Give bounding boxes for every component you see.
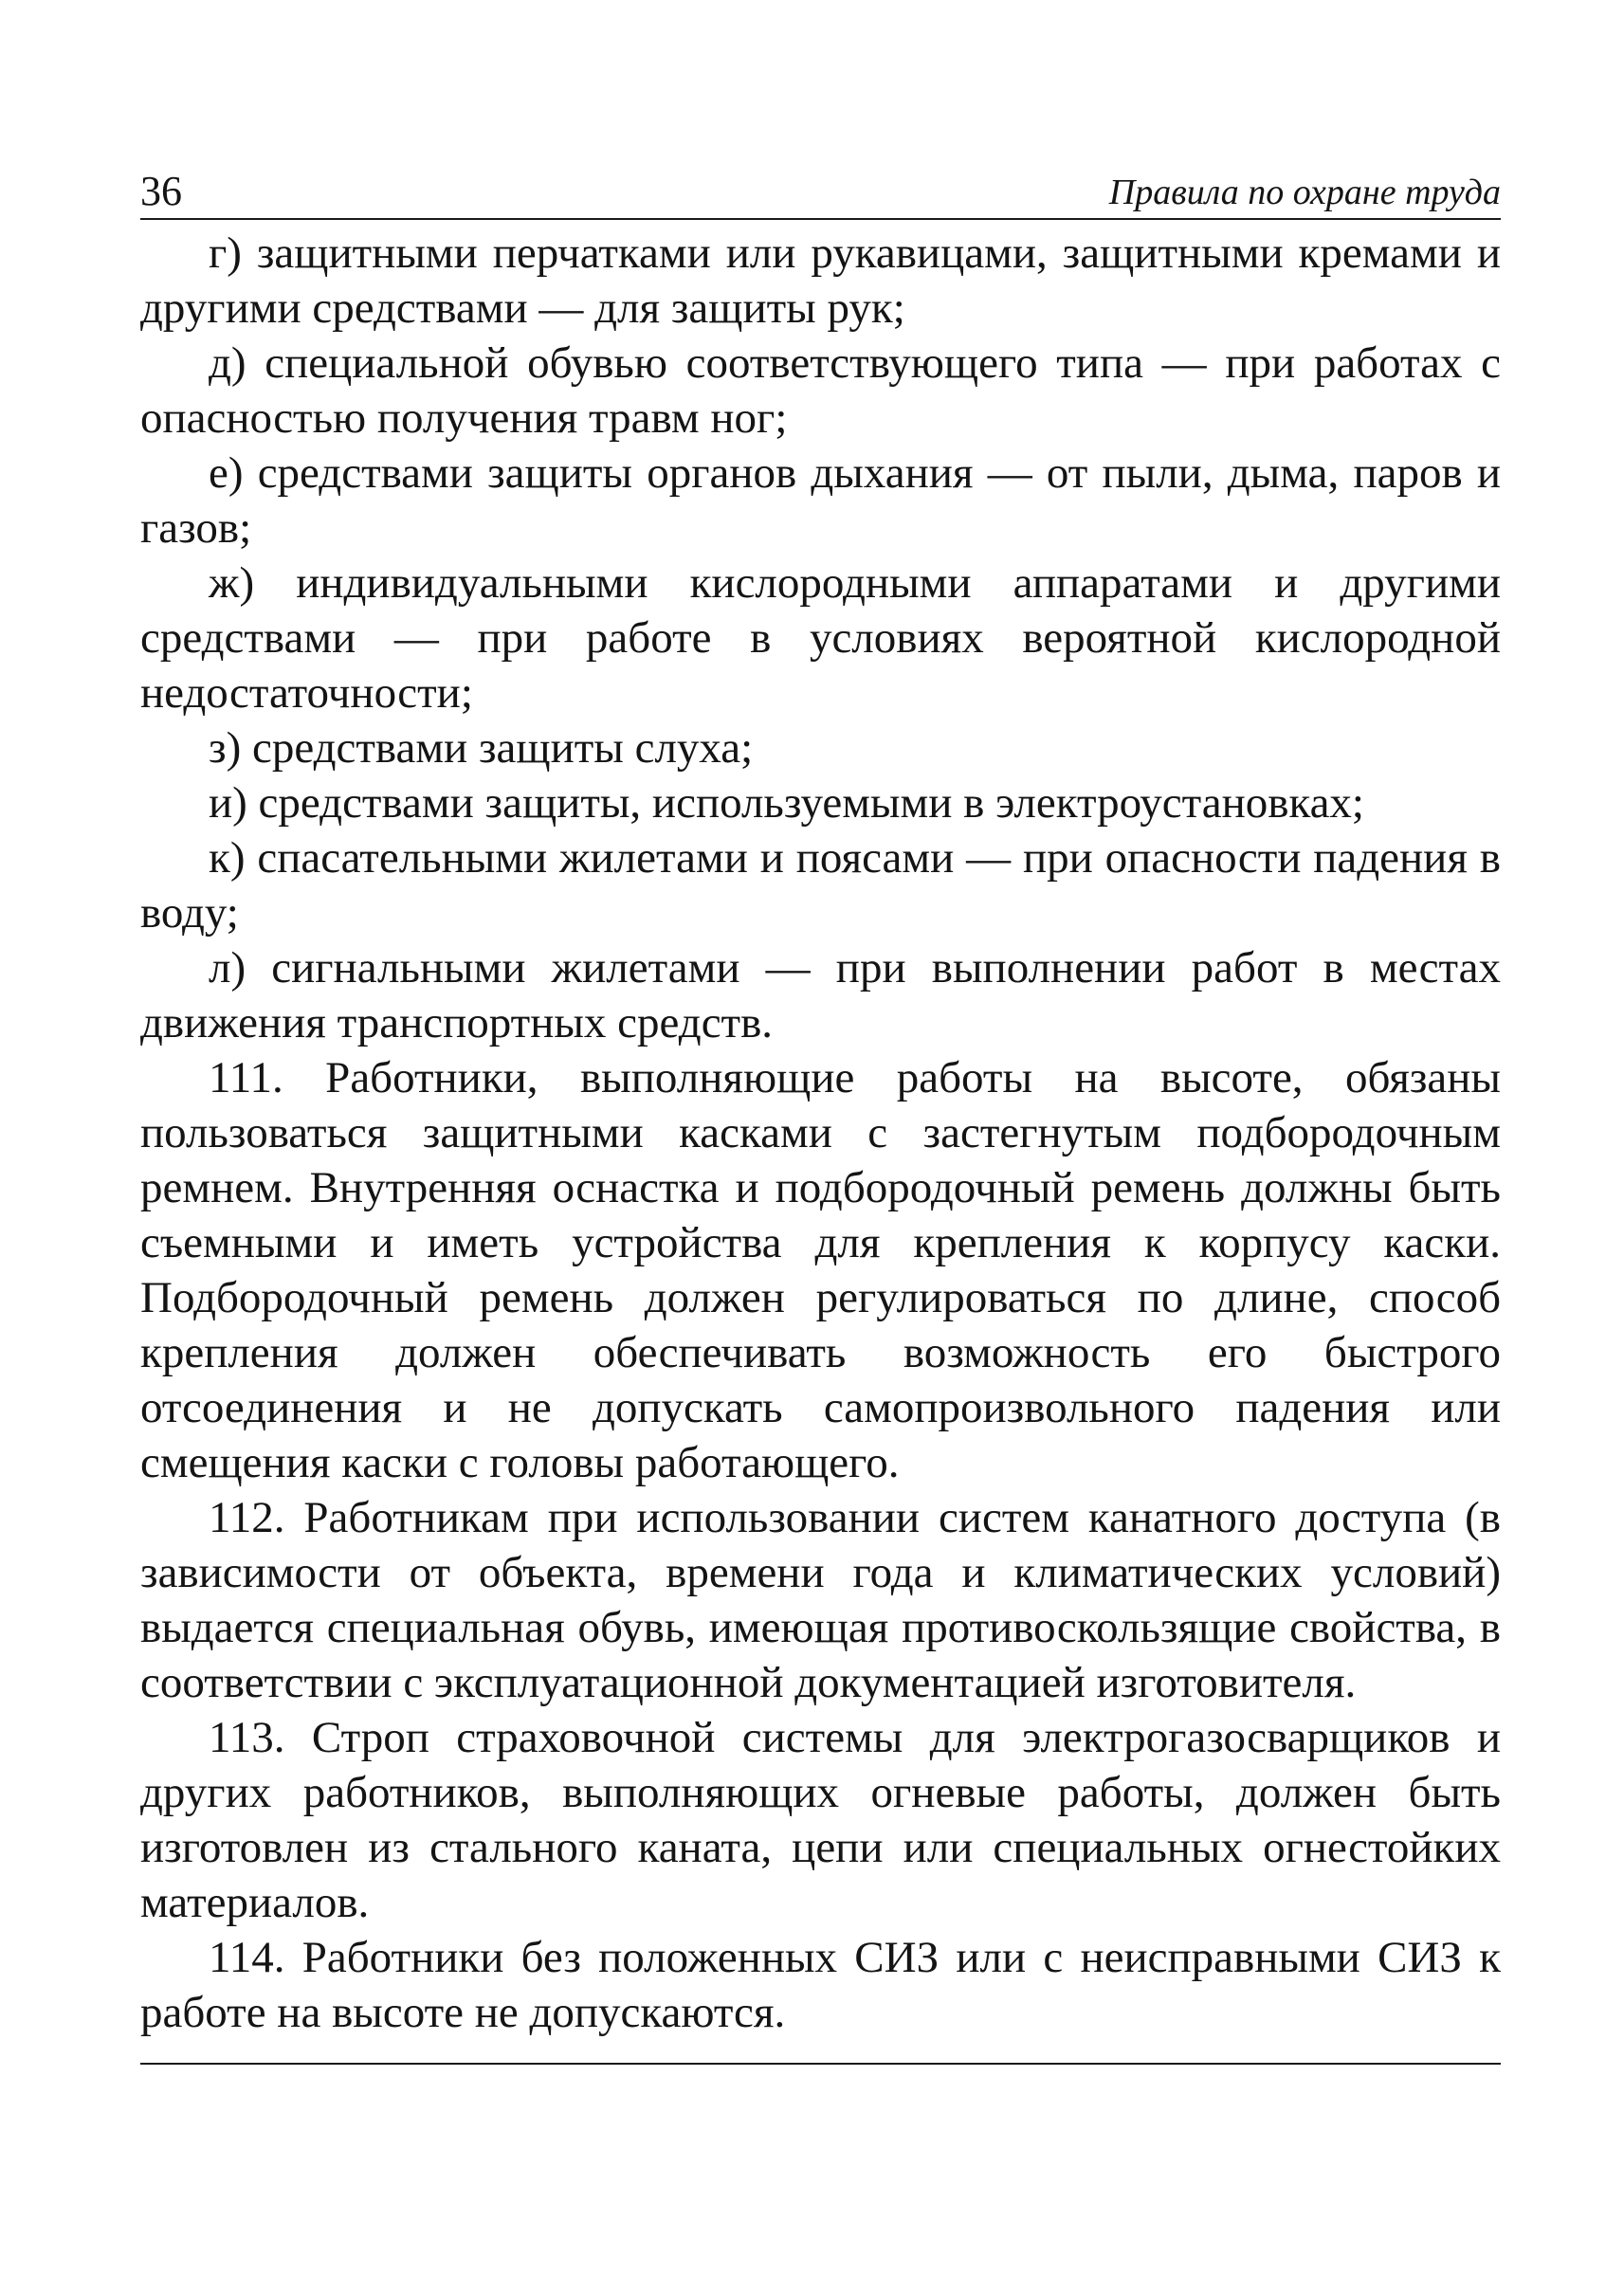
clause-114: 114. Работники без положенных СИЗ или с неисправными СИЗ к работе на высоте не допускаются. bbox=[140, 1933, 1501, 2037]
clause-112: 112. Работникам при использовании систем канатного доступа (в зависимости от объекта, времени года и климатических условий) выдается специальная обувь, имеющая противоскользящие свойства, в соответствии с эксплуатационной документацией изготовителя. bbox=[140, 1493, 1501, 1707]
document-page bbox=[140, 159, 1501, 2065]
list-item-l: л) сигнальными жилетами — при выполнении работ в местах движения транспортных средств. bbox=[140, 943, 1501, 1047]
list-item-e: е) средствами защиты органов дыхания — от пыли, дыма, паров и газов; bbox=[140, 448, 1501, 553]
list-item-i: и) средствами защиты, используемыми в электроустановках; bbox=[209, 778, 1364, 828]
bottom-rule bbox=[140, 2063, 1501, 2065]
page-number: 36 bbox=[140, 168, 182, 214]
running-title: Правила по охране труда bbox=[1108, 173, 1501, 212]
list-item-k: к) спасательными жилетами и поясами — при опасности падения в воду; bbox=[140, 833, 1501, 938]
list-item-zh: ж) индивидуальными кислородными аппаратами и другими средствами — при работе в условиях вероятной кислородной недостаточности; bbox=[140, 558, 1501, 718]
clause-113: 113. Строп страховочной системы для электрогазосварщиков и других работников, выполняющих огневые работы, должен быть изготовлен из стального каната, цепи или специальных огнестойких материалов. bbox=[140, 1713, 1501, 1927]
page-header bbox=[140, 159, 1501, 220]
list-item-g: г) защитными перчатками или рукавицами, защитными кремами и другими средствами — для защиты рук; bbox=[140, 228, 1501, 333]
clause-111: 111. Работники, выполняющие работы на высоте, обязаны пользоваться защитными касками с застегнутым подбородочным ремнем. Внутренняя оснастка и подбородочный ремень должны быть съемными и иметь устройства для крепления к корпусу каски. Подбородочный ремень должен регулироваться по длине, способ крепления должен обеспечивать возможность его быстрого отсоединения и не допускать самопроизвольного падения или смещения каски с головы работающего. bbox=[140, 1053, 1501, 1487]
list-item-d: д) специальной обувью соответствующего типа — при работах с опасностью получения травм ног; bbox=[140, 338, 1501, 443]
body-text bbox=[140, 226, 1501, 2040]
list-item-z: з) средствами защиты слуха; bbox=[209, 723, 754, 773]
